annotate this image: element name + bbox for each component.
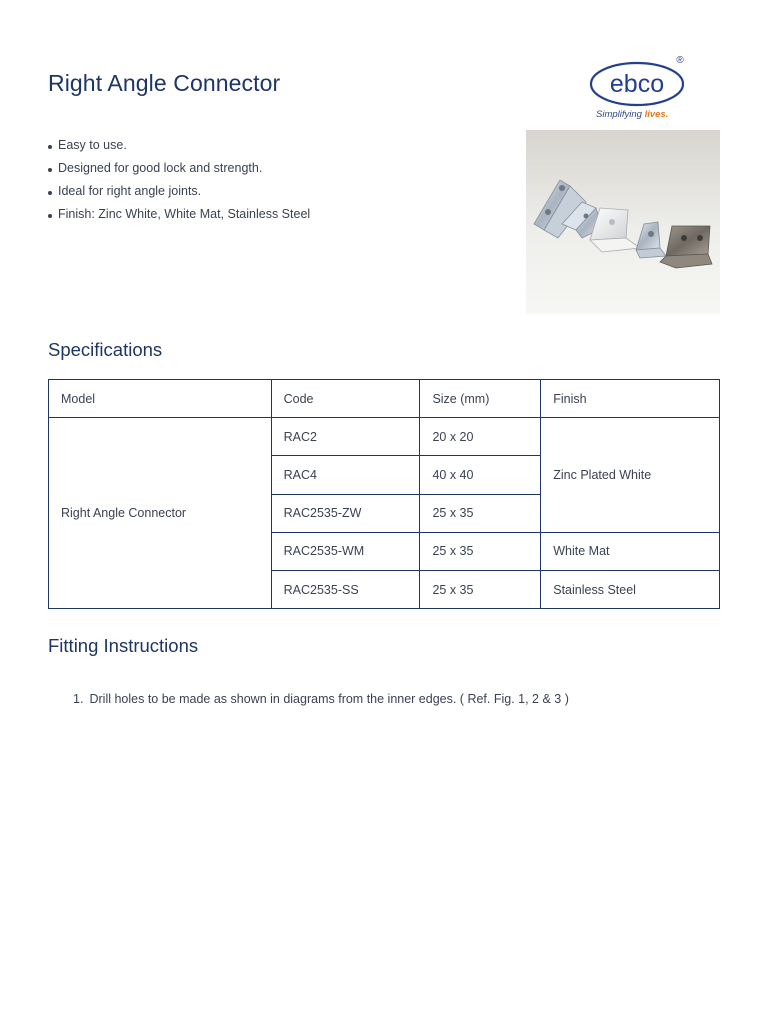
table-header-row: [49, 380, 720, 418]
size-cell: 40 x 40: [420, 456, 541, 494]
finish-cell: Zinc Plated White: [541, 418, 720, 533]
specifications-heading: Specifications: [48, 339, 163, 360]
page-title: Right Angle Connector: [48, 70, 281, 96]
column-header-model: Model: [49, 380, 272, 418]
instruction-step: [73, 692, 569, 706]
step-text: Drill holes to be made as shown in diagrams from the inner edges. ( Ref. Fig. 1, 2 & 3 ): [89, 692, 569, 706]
feature-list: [48, 136, 310, 228]
step-number: 1.: [73, 692, 84, 706]
column-header-code: Code: [271, 380, 420, 418]
instruction-list: [73, 692, 569, 706]
code-cell: RAC2535-SS: [271, 570, 420, 608]
tagline-prefix: Simplifying: [596, 109, 642, 120]
table-row: [49, 418, 720, 456]
size-cell: 20 x 20: [420, 418, 541, 456]
model-cell: Right Angle Connector: [49, 418, 272, 609]
right-angle-connector-photo-icon: [526, 130, 720, 314]
column-header-size: Size (mm): [420, 380, 541, 418]
finish-cell: Stainless Steel: [541, 570, 720, 608]
feature-item: Easy to use.: [48, 136, 310, 159]
specifications-table: [48, 379, 720, 609]
code-cell: RAC2535-ZW: [271, 494, 420, 532]
tagline-accent: lives.: [644, 109, 669, 120]
registered-mark: ®: [676, 55, 684, 66]
feature-item: Ideal for right angle joints.: [48, 182, 310, 205]
size-cell: 25 x 35: [420, 570, 541, 608]
logo-tagline: [596, 109, 668, 120]
column-header-finish: Finish: [541, 380, 720, 418]
feature-item: Designed for good lock and strength.: [48, 159, 310, 182]
finish-cell: White Mat: [541, 532, 720, 570]
product-photo: [526, 130, 720, 314]
code-cell: RAC2: [271, 418, 420, 456]
size-cell: 25 x 35: [420, 494, 541, 532]
fitting-instructions-heading: Fitting Instructions: [48, 635, 199, 656]
code-cell: RAC2535-WM: [271, 532, 420, 570]
logo-brand-text: ebco: [609, 70, 665, 98]
size-cell: 25 x 35: [420, 532, 541, 570]
code-cell: RAC4: [271, 456, 420, 494]
feature-item: Finish: Zinc White, White Mat, Stainless Steel: [48, 205, 310, 228]
